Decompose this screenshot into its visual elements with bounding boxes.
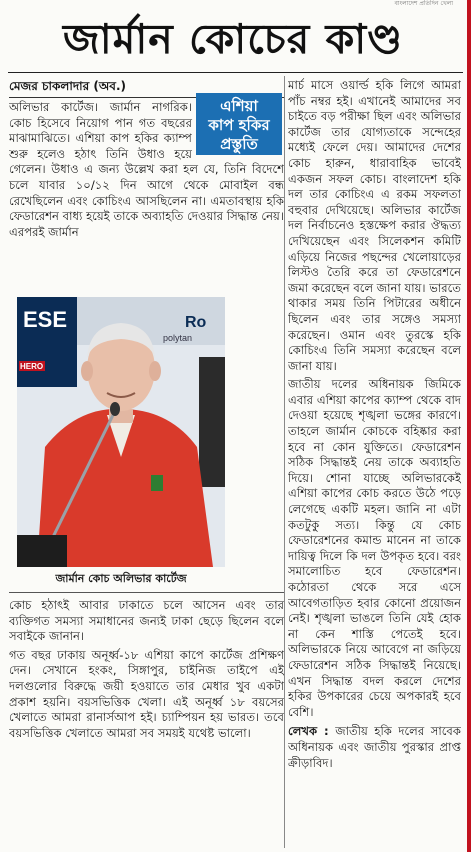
- right-column: [288, 78, 461, 848]
- paragraph: মার্চ মাসে ওয়ার্ল্ড হকি লিগে আমরা পাঁচ নম্বর হই। এখানেই আমাদের সব চাইতে বড় পরীক্ষা ছিল এবং অলিভার কার্টেজ তার যোগ্যতাকে সন্দেহের মধ্যেই ফেলে দেয়। আমাদের দেশের কোচ হারুন, ধারাবাহিক ভাবেই একজন সফল কোচ। বাংলাদেশ হকি দল তার কোচিংএ এ রকম সফলতা বহুবার দেখিয়েছে। অলিভার কার্টেজ দল নির্বাচনেও হস্তক্ষেপ করার ঔদ্ধত্য দেখিয়েছেন এবং সিলেকশন কমিটি এড়িয়ে নিজের পছন্দের খেলোয়াড়ের লিস্টও তৈরি করে তা ফেডারেশনে জমা করেছেন বলে জানা যায়। ভারতে থাকার সময় তিনি পিটারের অধীনে ছিলেন এবং তার সঙ্গেও সমস্যা করেছেন। ওমান এবং তুরস্কে হকি কোচিংএ তিনি সমস্যা করেছেন বলে জানা যায়।: [288, 78, 461, 373]
- top-strip: [0, 0, 471, 7]
- left-column-top: [9, 100, 284, 295]
- sponsor-2: polytan: [163, 333, 193, 343]
- photo-illustration: [17, 297, 225, 567]
- paragraph: গত বছর ঢাকায় অনূর্ধ্ব-১৮ এশিয়া কাপে কার্টেজ প্রশিক্ষণ দেন। সেখানে হংকং, সিঙ্গাপুর, চাইনিজ তাইপে এই দলগুলোর বিরুদ্ধে জয়ী হওয়াতে তার মেধার খুব একটা প্রকাশ হয়নি। বয়সভিত্তিক খেলা। এই অনূর্ধ্ব ১৮ বয়সের খেলাতে আমরা রানার্সআপ হই। চ্যাম্পিয়ন হয় ভারত। তবে বয়সভিত্তিক খেলাতে আমরা সব সময়ই যথেষ্ট ভালো।: [9, 647, 284, 740]
- column-divider: [284, 76, 285, 848]
- banner-text: Ro: [185, 314, 207, 331]
- caption-rule: [9, 592, 284, 593]
- left-column-bottom: [9, 598, 284, 848]
- paragraph: জাতীয় দলের অধিনায়ক জিমিকে এবার এশিয়া কাপের ক্যাম্প থেকে বাদ দেওয়া হয়েছে শৃঙ্খলা ভঙ্গের কারণে। তাহলে জার্মান কোচকে বহিষ্কার করা হবে না কোন যুক্তিতে। ফেডারেশন সঠিক সিদ্ধান্তই নেয় তাকে অব্যাহতি দিয়ে। শোনা যাচ্ছে অলিভারকেই এশিয়া কাপের কোচ করতে উঠে পড়ে লেগেছে একটি মহল। জানি না এটা কতটুকু সত্য। কিন্তু যে কোচ ফেডারেশনের কমান্ড মানেন না তাকে দায়িত্ব দিলে কি দল উপকৃত হবে। বরং সমালোচিত হবে ফেডারেশন। কঠোরতা থেকে সরে এসে আবেগতাড়িত হবার কোনো প্রয়োজন নেই। শৃঙ্খলা ভাঙলে তিনি যেই হোক না কেন শাস্তি পেতেই হবে। অলিভারকে নিয়ে আবেগে না জড়িয়ে ফেডারেশন সঠিক সিদ্ধান্তই নিয়েছে। এখন সিদ্ধান্ত বদল করলে দেশের হকির উপকারের চেয়ে অপকারই হবে বেশি।: [288, 377, 461, 719]
- headline-rule: [8, 72, 463, 73]
- coach-photo: [17, 297, 225, 567]
- kicker-line-3: প্রস্তুতি: [220, 135, 258, 153]
- kicker-line-1: এশিয়া: [220, 97, 258, 115]
- sponsor-1: HERO: [20, 362, 44, 371]
- photo-caption: জার্মান কোচ অলিভার কার্টেজ: [55, 572, 187, 585]
- paragraph: কোচ হঠাৎই আবার ঢাকাতে চলে আসেন এবং তার ব্যক্তিগত সমস্যা সমাধানের জন্যই ঢাকা ছেড়ে ছিলেন বলে সবাইকে জানান।: [9, 598, 284, 644]
- headline: জার্মান কোচের কাণ্ড: [63, 15, 403, 63]
- author-note: [288, 724, 461, 771]
- svg-text:ESE: ESE: [23, 307, 68, 332]
- paragraph: অলিভার কার্টেজ। জার্মান নাগরিক। কোচ হিসেবে নিয়োগ পান গত বছরের মাঝামাঝিতে। এশিয়া কাপ হকির ক্যাম্প শুরু হলেও হঠাৎ তিনি উধাও হয়ে গেলেন। উধাও এ জন্য উল্লেখ করা হল যে, তিনি বিদেশে চলে যাবার ১০/১২ দিন আগে থেকে মোবাইল বন্ধ রেখেছিলেন এবং কোচিংএ আসছিলেন না। এমতাবস্থায় হকি ফেডারেশন বাধ্য হয়েই তাকে অব্যাহতি দেওয়ার সিদ্ধান্ত নেয়। এরপরই জার্মান: [9, 100, 284, 239]
- author-note-label: লেখক :: [288, 724, 329, 739]
- author-note-text: জাতীয় হকি দলের সাবেক অধিনায়ক এবং জাতীয় পুরস্কার প্রাপ্ত ক্রীড়াবিদ।: [288, 724, 461, 770]
- kicker-line-2: কাপ হকির: [208, 116, 270, 134]
- page-edge-bar: [467, 0, 471, 852]
- byline: মেজর চাকলাদার (অব.): [9, 79, 126, 93]
- header-strip-text: বাংলাদেশ প্রতিদিন খেলা: [394, 0, 453, 7]
